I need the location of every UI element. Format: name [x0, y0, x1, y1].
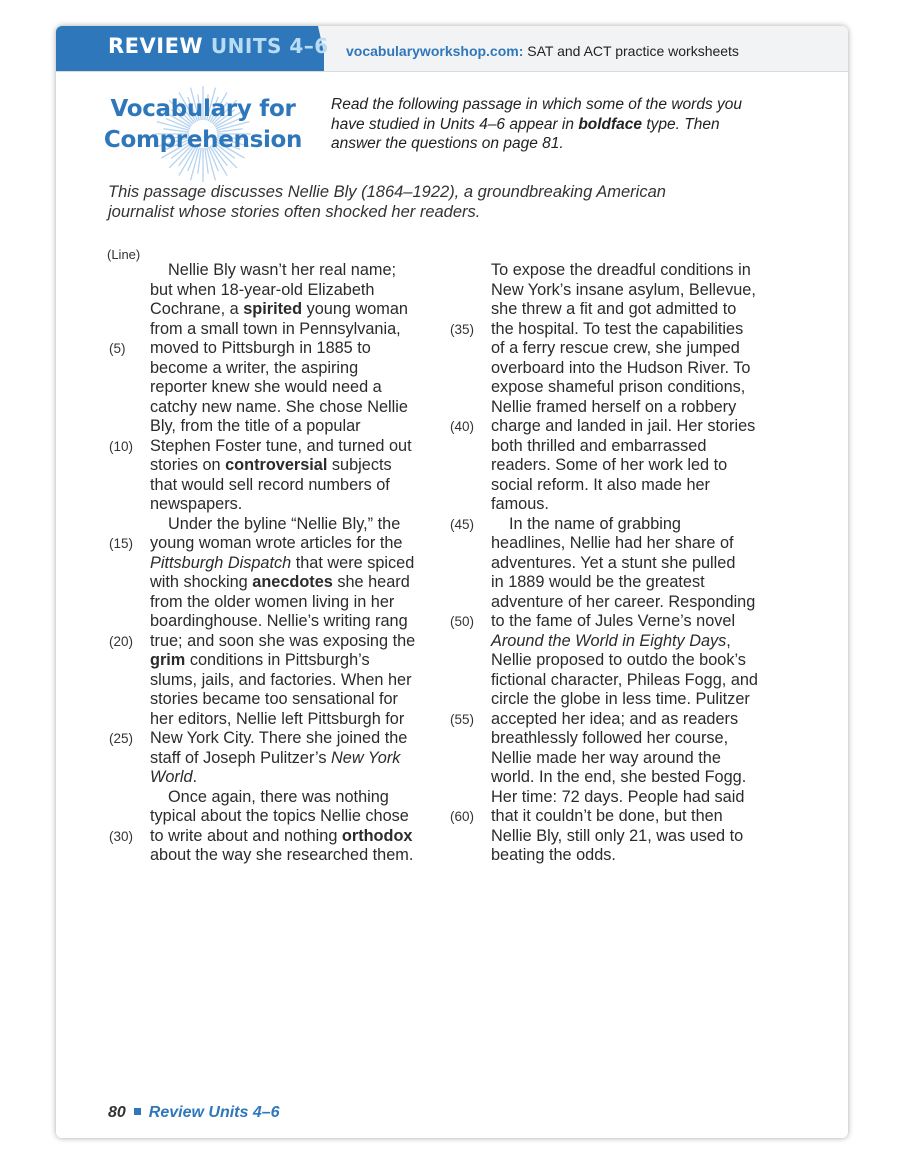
- passage-line: typical about the topics Nellie chose: [150, 807, 409, 825]
- passage-line: from a small town in Pennsylvania,: [150, 319, 401, 338]
- passage-line: Once again, there was nothing: [168, 787, 389, 806]
- passage-line: Around the World in Eighty Days,: [491, 631, 731, 650]
- passage-line: readers. Some of her work led to: [491, 456, 728, 474]
- review-units-heading: [108, 34, 329, 58]
- passage-line: but when 18-year-old Elizabeth: [150, 280, 375, 299]
- passage-line: headlines, Nellie had her share of: [491, 534, 734, 552]
- passage-line: slums, jails, and factories. When her: [150, 670, 412, 689]
- passage-line: with shocking anecdotes she heard: [150, 573, 410, 591]
- passage-line: moved to Pittsburgh in 1885 to: [150, 339, 371, 357]
- passage-line: New York City. There she joined the: [150, 729, 408, 747]
- passage-line: circle the globe in less time. Pulitzer: [491, 690, 750, 708]
- worksheet-page: [56, 26, 848, 1138]
- passage-line: reporter knew she would need a: [150, 378, 382, 396]
- passage-line: Nellie proposed to outdo the book’s: [491, 651, 746, 669]
- passage-line: overboard into the Hudson River. To: [491, 358, 751, 377]
- square-bullet-icon: [134, 1108, 141, 1115]
- line-number: (35): [450, 321, 475, 337]
- passage-line: famous.: [491, 495, 549, 513]
- passage-line: expose shameful prison conditions,: [491, 378, 746, 396]
- passage-line: stories became too sensational for: [150, 690, 398, 708]
- passage-line: that it couldn’t be done, but then: [491, 807, 723, 825]
- line-number: (45): [450, 516, 475, 532]
- passage-line: Her time: 72 days. People had said: [491, 787, 745, 806]
- line-number: (55): [450, 711, 475, 727]
- passage-line: Cochrane, a spirited young woman: [150, 300, 408, 318]
- passage-line: true; and soon she was exposing the: [150, 631, 416, 650]
- passage-line: in 1889 would be the greatest: [491, 573, 705, 591]
- passage-line: Nellie Bly wasn’t her real name;: [168, 261, 397, 279]
- passage-line: social reform. It also made her: [491, 475, 710, 494]
- passage-line: both thrilled and embarrassed: [491, 436, 707, 455]
- line-number: (25): [109, 731, 134, 746]
- passage-line: New York’s insane asylum, Bellevue,: [491, 280, 756, 299]
- passage-line: become a writer, the aspiring: [150, 358, 359, 377]
- vocabulary-word: orthodox: [341, 826, 413, 845]
- units-label: UNITS 4–6: [210, 34, 329, 58]
- section-title-line1: Vocabulary for: [110, 96, 296, 122]
- page-footer: [108, 1104, 280, 1122]
- line-number: (10): [109, 438, 134, 454]
- passage-line: to write about and nothing orthodox: [150, 826, 413, 845]
- passage-line: grim conditions in Pittsburgh’s: [150, 651, 370, 669]
- passage-line: world. In the end, she bested Fogg.: [491, 768, 747, 786]
- passage-line: from the older women living in her: [150, 592, 395, 611]
- vocabulary-word: anecdotes: [252, 573, 333, 591]
- review-label: REVIEW: [108, 34, 204, 58]
- passage-line: World.: [150, 768, 198, 786]
- passage-line: she threw a fit and got admitted to: [491, 300, 737, 318]
- passage-column-left: [150, 261, 415, 866]
- passage-line: Pittsburgh Dispatch that were spiced: [150, 553, 415, 572]
- section-title: [103, 92, 303, 172]
- passage-line: catchy new name. She chose Nellie: [150, 397, 408, 416]
- passage-line: staff of Joseph Pulitzer’s New York: [150, 748, 401, 767]
- passage-line: beating the odds.: [491, 846, 616, 864]
- passage-line: To expose the dreadful conditions in: [491, 261, 751, 279]
- passage-line: Under the byline “Nellie Bly,” the: [168, 514, 401, 533]
- line-number: (30): [109, 828, 134, 844]
- passage-line: about the way she researched them.: [150, 846, 414, 864]
- instructions: Read the following passage in which some of the words you have studied in Units 4–6 appear in boldface type. Then answer the questions on page 81.: [331, 96, 742, 152]
- passage-line: adventure of her career. Responding: [491, 592, 756, 611]
- passage-line: the hospital. To test the capabilities: [491, 319, 744, 338]
- line-number: (40): [450, 419, 475, 434]
- header-website: [346, 43, 739, 59]
- passage-intro: This passage discusses Nellie Bly (1864–1922), a groundbreaking American journalist whose stories often shocked her readers.: [108, 183, 666, 221]
- passage-line: Stephen Foster tune, and turned out: [150, 436, 412, 455]
- passage-line: In the name of grabbing: [509, 514, 681, 533]
- passage-line: accepted her idea; and as readers: [491, 709, 739, 728]
- line-number: (5): [109, 341, 126, 356]
- header-bar: [56, 26, 848, 72]
- passage-line: stories on controversial subjects: [150, 456, 392, 474]
- passage-line: to the fame of Jules Verne’s novel: [491, 612, 736, 630]
- passage-line: newspapers.: [150, 495, 243, 513]
- passage-column-right: [491, 261, 758, 866]
- passage-line: Nellie Bly, still only 21, was used to: [491, 826, 744, 845]
- passage-line: adventures. Yet a stunt she pulled: [491, 553, 736, 572]
- passage-line: breathlessly followed her course,: [491, 729, 729, 747]
- vocabulary-word: controversial: [225, 456, 328, 474]
- passage-line: charge and landed in jail. Her stories: [491, 417, 756, 435]
- section-title-line2: Comprehension: [103, 127, 303, 153]
- passage-line: boardinghouse. Nellie’s writing rang: [150, 612, 408, 630]
- line-number: (50): [450, 614, 475, 629]
- passage-line: her editors, Nellie left Pittsburgh for: [150, 709, 405, 728]
- footer-title: Review Units 4–6: [148, 1104, 280, 1121]
- page-number: 80: [108, 1104, 126, 1121]
- vocabulary-word: grim: [150, 651, 186, 669]
- line-number: (15): [109, 536, 134, 551]
- line-number: (60): [450, 809, 475, 824]
- vocabulary-word: spirited: [243, 300, 303, 318]
- line-number: (20): [109, 633, 134, 649]
- boldface-word: boldface: [578, 115, 643, 133]
- passage-line: fictional character, Phileas Fogg, and: [491, 670, 758, 689]
- passage-line: Nellie made her way around the: [491, 748, 721, 767]
- website-description: SAT and ACT practice worksheets: [527, 43, 739, 59]
- passage-line: that would sell record numbers of: [150, 475, 390, 494]
- passage-line: of a ferry rescue crew, she jumped: [491, 339, 740, 357]
- website-url: vocabularyworkshop.com:: [346, 43, 524, 59]
- passage-line: Bly, from the title of a popular: [150, 417, 361, 435]
- passage-line: young woman wrote articles for the: [150, 534, 403, 552]
- line-label: (Line): [107, 247, 141, 262]
- passage-line: Nellie framed herself on a robbery: [491, 397, 737, 416]
